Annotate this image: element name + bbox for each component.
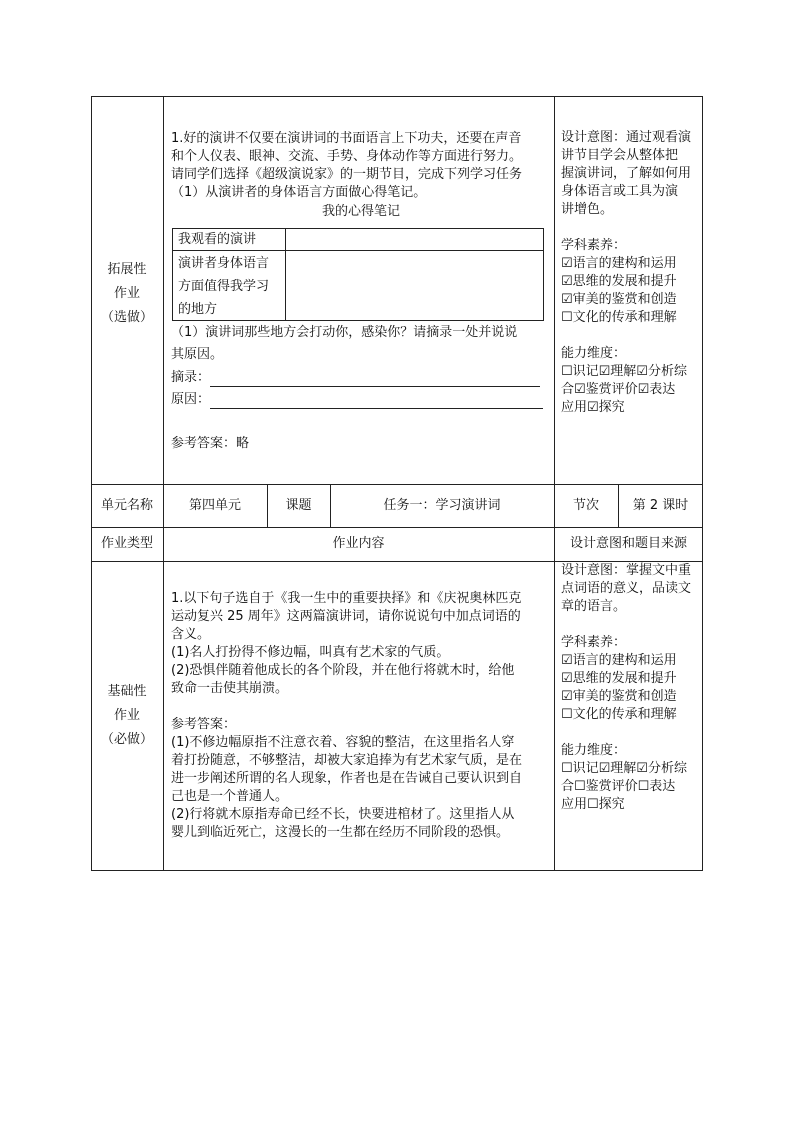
notes-row1-value[interactable] <box>288 230 542 248</box>
unit-value: 第四单元 <box>188 498 241 513</box>
literacy-title: 学科素养： <box>561 238 627 253</box>
q2-line: （1）演讲词那些地方会打动你，感染你？请摘录一处并说说 <box>171 325 518 340</box>
row-label-line: （必做） <box>100 732 153 747</box>
literacy-item: ☐文化的传承和理解 <box>561 707 677 722</box>
intent-line: 讲节目学会从整体把 <box>561 148 679 163</box>
reason-row <box>171 390 551 409</box>
literacy-item: ☑审美的鉴赏和创造 <box>561 689 677 704</box>
notes-row2-label-line: 的地方 <box>178 302 218 317</box>
content-line: 进一步阐述所谓的名人现象，作者也是在告诫自己要认识到自 <box>171 771 523 786</box>
literacy-item: ☑思维的发展和提升 <box>561 274 677 289</box>
literacy-title: 学科素养： <box>561 635 627 650</box>
reason-label: 原因： <box>171 392 211 407</box>
ability-line: 合☑鉴赏评价☑表达 <box>561 382 676 397</box>
content-header: 作业内容 <box>332 536 385 551</box>
notes-title: 我的心得笔记 <box>321 204 400 219</box>
topic-value: 任务一：学习演讲词 <box>383 498 501 513</box>
row-divider <box>91 484 703 485</box>
ability-line: 应用☑探究 <box>561 400 625 415</box>
content-line <box>171 698 551 716</box>
question-2 <box>171 322 551 366</box>
row-label-line: 基础性 <box>107 684 147 699</box>
notes-row2-label-line: 演讲者身体语言 <box>178 256 270 271</box>
content-line: (2)行将就木原指寿命已经不长，快要进棺材了。这里指人从 <box>171 807 515 822</box>
design-notes-2 <box>561 562 703 814</box>
row-label-extended <box>91 258 163 330</box>
excerpt-input-line[interactable] <box>210 372 540 387</box>
content-line: 着打扮随意，不够整洁，却被大家追捧为有艺术家气质，是在 <box>171 753 523 768</box>
q2-line: 其原因。 <box>171 347 224 362</box>
row-divider <box>91 527 703 528</box>
notes-row2-label <box>178 252 269 321</box>
intent-line: 章的语言。 <box>561 599 627 614</box>
row-label-basic <box>91 680 163 752</box>
content-line: 参考答案： <box>171 717 237 732</box>
session-value: 第 2 课时 <box>632 498 689 513</box>
content-line: 运动复兴 25 周年》这两篇演讲词，请你说说句中加点词语的 <box>171 609 521 624</box>
intent-line: 讲增色。 <box>561 202 614 217</box>
content-line: 婴儿到临近死亡，这漫长的一生都在经历不同阶段的恐惧。 <box>171 825 510 840</box>
reason-input-line[interactable] <box>210 394 543 409</box>
basic-content <box>171 590 551 842</box>
notes-row1-label: 我观看的演讲 <box>178 232 257 247</box>
ability-line: 应用☐探究 <box>561 797 625 812</box>
content-line: 致命一击使其崩溃。 <box>171 681 289 696</box>
content-line: 1.以下句子选自于《我一生中的重要抉择》和《庆祝奥林匹克 <box>171 591 522 606</box>
literacy-item: ☑思维的发展和提升 <box>561 671 677 686</box>
literacy-item: ☑审美的鉴赏和创造 <box>561 292 677 307</box>
content-line: (1)名人打扮得不修边幅，叫真有艺术家的气质。 <box>171 645 450 660</box>
type-header: 作业类型 <box>100 536 153 551</box>
literacy-item: ☑语言的建构和运用 <box>561 256 677 271</box>
intent-line: 点词语的意义，品读文 <box>561 581 692 596</box>
row-label-line: 作业 <box>113 708 140 723</box>
ability-title: 能力维度： <box>561 743 627 758</box>
intro-line: 请同学们选择《超级演说家》的一期节目，完成下列学习任务 <box>171 167 523 182</box>
literacy-item: ☐文化的传承和理解 <box>561 310 677 325</box>
session-label: 节次 <box>572 498 599 513</box>
intro-line: 1.好的演讲不仅要在演讲词的书面语言上下功夫，还要在声音 <box>171 131 522 146</box>
extended-content <box>171 130 551 221</box>
unit-label: 单元名称 <box>100 498 153 513</box>
notes-row2-value[interactable] <box>288 252 542 318</box>
ability-line: ☐识记☑理解☑分析综 <box>561 761 687 776</box>
row-label-line: 拓展性 <box>107 262 147 277</box>
intent-line: 设计意图：通过观看演 <box>561 130 692 145</box>
col-divider <box>554 96 555 484</box>
design-header: 设计意图和题目来源 <box>569 536 687 551</box>
col-divider <box>163 527 164 871</box>
intro-line: 和个人仪表、眼神、交流、手势、身体动作等方面进行努力。 <box>171 149 523 164</box>
col-divider <box>163 96 164 484</box>
content-line: 含义。 <box>171 627 211 642</box>
ability-line: ☐识记☑理解☑分析综 <box>561 364 687 379</box>
topic-label: 课题 <box>285 498 312 513</box>
excerpt-row <box>171 368 551 387</box>
row-label-line: 作业 <box>113 286 140 301</box>
intent-line: 握演讲词，了解如何用 <box>561 166 692 181</box>
literacy-item: ☑语言的建构和运用 <box>561 653 677 668</box>
notes-col-divider <box>285 228 286 321</box>
notes-row-divider <box>172 250 544 251</box>
content-line: 己也是一个普通人。 <box>171 789 289 804</box>
content-line: (2)恐惧伴随着他成长的各个阶段，并在他行将就木时，给他 <box>171 663 515 678</box>
col-divider <box>554 527 555 871</box>
ability-title: 能力维度： <box>561 346 627 361</box>
intent-line: 设计意图：掌握文中重 <box>561 563 692 578</box>
row-label-line: （选做） <box>100 310 153 325</box>
intro-line: （1）从演讲者的身体语言方面做心得笔记。 <box>171 185 427 200</box>
intent-line: 身体语言或工具为演 <box>561 184 679 199</box>
ability-line: 合☐鉴赏评价☐表达 <box>561 779 676 794</box>
answer-1: 参考答案：略 <box>171 436 250 451</box>
content-line: (1)不修边幅原指不注意衣着、容貌的整洁，在这里指名人穿 <box>171 735 515 750</box>
design-notes-1 <box>561 129 703 417</box>
notes-row2-label-line: 方面值得我学习 <box>178 279 270 294</box>
excerpt-label: 摘录： <box>171 370 211 385</box>
